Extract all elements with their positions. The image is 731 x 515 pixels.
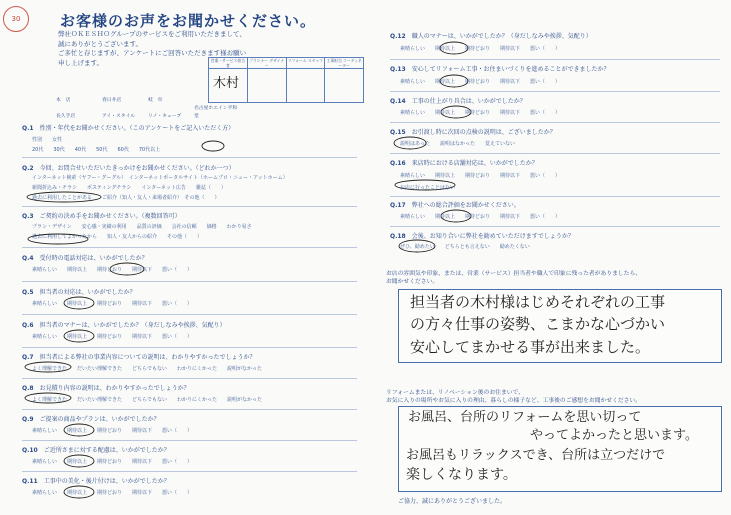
staff-header: 工事担当 コーディネーター	[326, 58, 362, 68]
question-13	[390, 64, 609, 73]
option-line: 過去に利用してよかったから 知人・友人からの紹介 その他（ ）	[32, 234, 203, 240]
question-number: Q.14	[390, 98, 406, 105]
question-7-options: よく理解できた だいたい理解できた どちらでもない わかりにくかった 説明がなかった	[32, 366, 262, 372]
option-line: 素晴らしい 期待以上 期待どおり 期待以下 悪い（ ）	[400, 173, 561, 179]
question-18-options: ぜひ、勧めたい どちらとも言えない 勧めたくない	[400, 244, 530, 250]
comment-2-line: お風呂、台所のリフォームを思い切って	[408, 410, 642, 425]
comment-2-line: お風呂もリラックスでき、台所は立つだけで	[406, 448, 666, 463]
question-6-options: 素晴らしい 期待以上 期待どおり 期待以下 悪い（ ）	[32, 334, 193, 340]
question-number: Q.1	[22, 125, 34, 132]
comment-1-line: の方々仕事の姿勢、こまかな心づかい	[410, 315, 666, 333]
shop-item: 岐 阜	[148, 98, 163, 103]
option-line: 20代 30代 40代 50代 60代 70代以上	[32, 147, 161, 153]
question-text: 工事の仕上がり具合は、いかがでしたか？	[411, 98, 526, 105]
divider	[390, 91, 720, 92]
question-number: Q.4	[22, 255, 34, 262]
comment-prompt-2	[386, 389, 641, 405]
prompt-line: お気に入りの場所やお気に入りの理由、暮らしの様子など、工事後のご感想をお聞かせください。	[386, 398, 642, 404]
question-14-options: 素晴らしい 期待以上 期待どおり 期待以下 悪い（ ）	[400, 110, 561, 116]
question-number: Q.7	[22, 354, 34, 361]
intro-line: ご多忙と存じますが、アンケートにご回答いただきます様お願い申し上げます。	[58, 49, 247, 67]
question-text: お引渡し時に次回の点検の説明は、ございましたか？	[411, 129, 556, 136]
question-9-options: 素晴らしい 期待以上 期待どおり 期待以下 悪い（ ）	[32, 428, 193, 434]
comment-1-line: 担当者の木村様はじめそれぞれの工事	[410, 293, 666, 311]
question-8-options: よく理解できた だいたい理解できた どちらでもない わかりにくかった 説明がなかった	[32, 397, 262, 403]
question-number: Q.2	[22, 165, 34, 172]
staff-name: 木村	[213, 76, 240, 91]
question-11-options: 素晴らしい 期待以上 期待どおり 期待以下 悪い（ ）	[32, 490, 193, 496]
divider	[390, 59, 720, 60]
question-14	[390, 96, 526, 105]
question-text: ご近所さまに対する配慮は、いかがでしたか？	[43, 447, 170, 454]
question-text: 弊社への総合評価をお聞かせください。	[411, 202, 520, 209]
shop-item: 本 店	[56, 98, 71, 103]
question-text: 担当者の対応は、いかがでしたか？	[39, 289, 136, 296]
question-10-options: 素晴らしい 期待以上 期待どおり 期待以下 悪い（ ）	[32, 459, 193, 465]
prompt-line: お店の雰囲気や印象、または、営業（サービス）担当者や職人で印象に残った者がありましたら、	[386, 271, 642, 277]
survey-title: お客様のお声をお聞かせください。	[60, 12, 317, 30]
question-12	[390, 31, 592, 40]
question-12-options: 素晴らしい 期待以上 期待どおり 期待以下 悪い（ ）	[400, 46, 561, 52]
question-text: 職人のマナーは、いかがでしたか？（身だしなみや挨拶、気配り）	[411, 33, 592, 40]
question-number: Q.3	[22, 213, 34, 220]
question-number: Q.5	[22, 289, 34, 296]
question-18	[390, 231, 574, 240]
intro-line: 弊社ＯＫＥＳＨＯグループのサービスをご利用いただきまして、誠にありがとうございます。	[58, 30, 246, 48]
comment-2-line: 楽しくなります。	[406, 467, 517, 483]
date-stamp: 30	[3, 6, 29, 32]
question-text: お見積り内容の説明は、わかりやすかったでしょうか？	[39, 385, 190, 392]
question-17-options: 素晴らしい 期待以上 期待どおり 期待以下 悪い（ ）	[400, 214, 561, 220]
option-line: 新聞折込み・チラシ ポスティングチラシ インターネット広告 雑誌（ ）	[32, 185, 226, 191]
option-line: お店に行ったことはない	[400, 185, 456, 191]
question-text: 担当者による弊社の事業内容についての説明は、わかりやすかったでしょうか？	[39, 354, 256, 361]
comment-2-line: やってよかったと思います。	[530, 428, 698, 443]
question-16	[390, 158, 538, 167]
prompt-line: お聞かせください。	[386, 279, 439, 285]
question-15-options: 説明はあった 説明はなかった 覚えていない	[400, 141, 515, 147]
comment-1-line: 安心してまかせる事が出来ました。	[410, 338, 651, 356]
question-text: 性別・年代をお聞かせください。（このアンケートをご記入いただく方）	[39, 125, 235, 132]
option-line: 過去に利用したことがある ご紹介（知人・友人・来場者紹介） その他（ ）	[32, 195, 220, 201]
question-number: Q.11	[22, 478, 38, 485]
shop-item: リノ・キューブ	[148, 114, 182, 119]
question-13-options: 素晴らしい 期待以上 期待どおり 期待以下 悪い（ ）	[400, 79, 561, 85]
question-15	[390, 127, 556, 136]
option-line: インターネット検索（ヤフー・グーグル） インターネットポータルサイト（ホームプロ・ニュー・アットホーム）	[32, 175, 288, 181]
question-17	[390, 200, 520, 209]
question-16-options	[400, 170, 560, 194]
question-text: 今回、お問合せいただいたきっかけをお聞かせください。（どれか一つ）	[39, 165, 235, 172]
comment-prompt-1	[386, 270, 641, 286]
question-number: Q.13	[390, 66, 406, 73]
question-4-options: 素晴らしい 期待以上 期待どおり 期待以下 悪い（ ）	[32, 267, 193, 273]
prompt-line: リフォームまたは、リノベーション後のお住まいで、	[386, 390, 525, 396]
staff-header: リフォーム スタッフ	[287, 58, 325, 69]
divider	[390, 226, 720, 227]
question-text: 会後、お知り合いに弊社を勧めていただけますでしょうか？	[411, 233, 574, 240]
question-text: 受付時の電話対応は、いかがでしたか？	[39, 255, 148, 262]
option-line: 性別 女性	[32, 137, 63, 143]
question-text: 担当者のマナーは、いかがでしたか？（身だしなみや挨拶、気配り）	[39, 322, 226, 329]
question-text: ご契約の決め手をお聞かせください。（複数回答可）	[39, 213, 181, 220]
divider	[390, 122, 720, 123]
thank-you-note: ご協力、誠にありがとうございました。	[398, 498, 507, 505]
question-text: 工事中の美化・後片付けは、いかがでしたか？	[43, 478, 170, 485]
divider	[390, 196, 720, 197]
option-line: プラン・デザイン 安心感・実績の利用 品質の評価 会社の信頼 価格 わかり易さ	[32, 224, 252, 230]
question-number: Q.18	[390, 233, 406, 240]
question-number: Q.8	[22, 385, 34, 392]
question-number: Q.17	[390, 202, 406, 209]
question-number: Q.10	[22, 447, 38, 454]
shop-item: 春日井店	[102, 98, 122, 103]
question-5-options: 素晴らしい 期待以上 期待どおり 期待以下 悪い（ ）	[32, 301, 193, 307]
question-text: 来店時における店舗対応は、いかがでしたか？	[411, 160, 538, 167]
question-number: Q.16	[390, 160, 406, 167]
staff-header: プランナー デザイナー	[249, 58, 285, 68]
question-number: Q.12	[390, 33, 406, 40]
shop-item: アイ・スタイル	[102, 114, 136, 119]
question-number: Q.6	[22, 322, 34, 329]
shop-item: 名古屋ホエイン平和堂	[194, 106, 238, 119]
question-number: Q.15	[390, 129, 406, 136]
shop-item: 長久手店	[56, 114, 76, 119]
question-number: Q.9	[22, 416, 34, 423]
staff-header: 営業・サービス担当者	[210, 58, 245, 68]
divider	[390, 153, 720, 154]
question-text: 安心してリフォーム工事・お住まいづくりを進めることができましたか？	[411, 66, 610, 73]
question-text: ご提案の商品やプランは、いかがでしたか？	[39, 416, 160, 423]
